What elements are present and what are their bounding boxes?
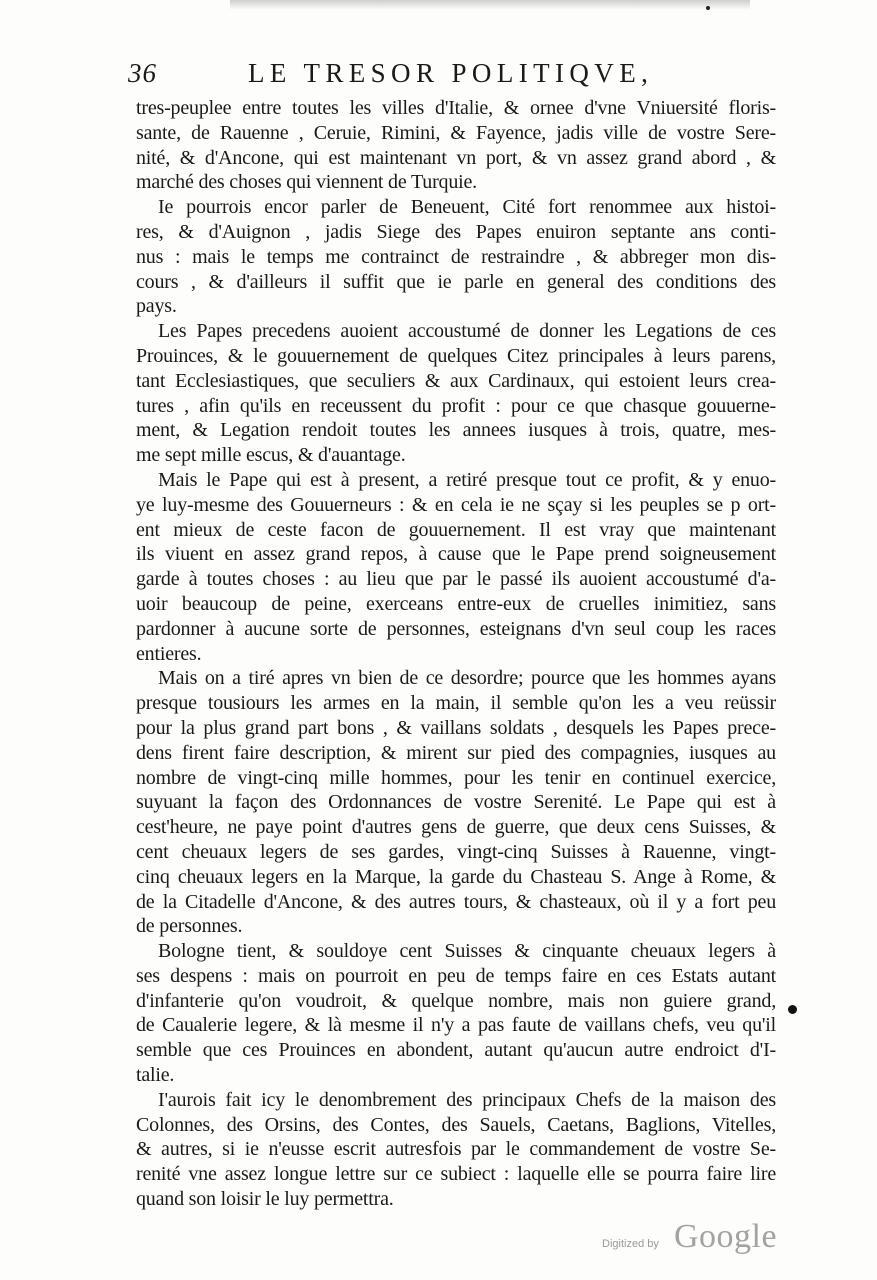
text-line: d'infanterie qu'on voudroit, & quelque nombre, mais non guiere grand, <box>136 989 776 1012</box>
page-number: 36 <box>128 58 157 88</box>
text-line: Ie pourrois encor parler de Beneuent, Cité fort renommee aux histoi- <box>158 196 776 219</box>
text-line: Les Papes precedens auoient accoustumé de donner les Legations de ces <box>158 320 776 343</box>
watermark-brand-logo: Google <box>674 1218 778 1255</box>
text-line: cinq cheuaux legers en la Marque, la garde du Chasteau S. Ange à Rome, & <box>136 865 776 888</box>
text-line: tant Ecclesiastiques, que seculiers & aux Cardinaux, qui estoient leurs crea- <box>136 369 776 392</box>
text-line: marché des choses qui viennent de Turquie. <box>136 171 477 194</box>
text-line: de la Citadelle d'Ancone, & des autres tours, & chasteaux, où il y a fort peu <box>136 890 776 913</box>
text-line: nombre de vingt-cinq mille hommes, pour les tenir en continuel exercice, <box>136 766 776 789</box>
text-line: nus : mais le temps me contrainct de restraindre , & abbreger mon dis- <box>136 245 776 268</box>
text-line: pays. <box>136 295 177 318</box>
text-line: pour la plus grand part bons , & vaillans soldats , desquels les Papes prece- <box>136 716 776 739</box>
text-line: tures , afin qu'ils en receussent du profit : pour ce que chasque gouuerne- <box>136 394 776 417</box>
text-line: semble que ces Prouinces en abondent, autant qu'aucun autre endroict d'I- <box>136 1039 776 1062</box>
watermark-digitized-label: Digitized by <box>602 1238 659 1250</box>
text-line: ent mieux de ceste facon de gouuernement. Il est vray que maintenant <box>136 518 776 541</box>
text-line: & autres, si ie n'eusse escrit autresfois par le commandement de vostre Se- <box>136 1138 776 1161</box>
body-text <box>136 96 776 1212</box>
text-line: ment, & Legation rendoit toutes les annees iusques à trois, quatre, mes- <box>136 419 776 442</box>
text-line: Prouinces, & le gouuernement de quelques Citez principales à leurs parens, <box>136 344 776 367</box>
text-line: Colonnes, des Orsins, des Contes, des Sauels, Caetans, Baglions, Vitelles, <box>136 1113 776 1136</box>
text-line: cent cheuaux legers de ses gardes, vingt-cinq Suisses à Rauenne, vingt- <box>136 840 776 863</box>
scan-edge-shadow <box>230 0 750 10</box>
running-head <box>128 58 778 94</box>
text-line: garde à toutes choses : au lieu que par le passé ils auoient accoustumé d'a- <box>136 568 776 591</box>
text-line: me sept mille escus, & d'auantage. <box>136 444 406 467</box>
margin-ink-dot <box>788 1005 797 1014</box>
text-line: Mais on a tiré apres vn bien de ce desordre; pource que les hommes ayans <box>158 667 776 690</box>
text-line: ye luy-mesme des Gouuerneurs : & en cela ie ne sçay si les peuples se p ort- <box>136 493 776 516</box>
text-line: dens firent faire description, & mirent sur pied des compagnies, iusques au <box>136 741 776 764</box>
text-line: cours , & d'ailleurs il suffit que ie parle en general des conditions des <box>136 270 776 293</box>
text-line: ses despens : mais on pourroit en peu de temps faire en ces Estats autant <box>136 964 776 987</box>
scan-speck <box>706 6 710 10</box>
text-line: uoir beaucoup de peine, exerceans entre-eux de cruelles inimitiez, sans <box>136 592 776 615</box>
text-line: Bologne tient, & souldoye cent Suisses & cinquante cheuaux legers à <box>158 940 776 963</box>
text-line: talie. <box>136 1064 175 1087</box>
text-line: Mais le Pape qui est à present, a retiré presque tout ce profit, & y enuo- <box>158 468 776 491</box>
text-line: de personnes. <box>136 915 243 938</box>
text-line: sante, de Rauenne , Ceruie, Rimini, & Fayence, jadis ville de vostre Sere- <box>136 121 776 144</box>
text-line: I'aurois fait icy le denombrement des principaux Chefs de la maison des <box>158 1088 776 1111</box>
running-title: LE TRESOR POLITIQVE, <box>248 58 654 88</box>
text-line: suyuant la façon des Ordonnances de vostre Serenité. Le Pape qui est à <box>136 791 776 814</box>
text-line: de Caualerie legere, & là mesme il n'y a pas faute de vaillans chefs, veu qu'il <box>136 1014 776 1037</box>
text-line: pardonner à aucune sorte de personnes, esteignans d'vn seul coup les races <box>136 617 776 640</box>
text-line: res, & d'Auignon , jadis Siege des Papes enuiron septante ans conti- <box>136 220 776 243</box>
text-line: presque tousiours les armes en la main, il semble qu'on les a veu reüssir <box>136 692 776 715</box>
text-line: tres-peuplee entre toutes les villes d'Italie, & ornee d'vne Vniuersité floris- <box>136 97 776 119</box>
text-line: entieres. <box>136 642 202 665</box>
text-line: cest'heure, ne paye point d'autres gens de guerre, que deux cens Suisses, & <box>136 816 776 839</box>
text-line: ils viuent en assez grand repos, à cause que le Pape prend soigneusement <box>136 543 776 566</box>
text-line: nité, & d'Ancone, qui est maintenant vn port, & vn assez grand abord , & <box>136 146 776 169</box>
text-line: renité vne assez longue lettre sur ce subiect : laquelle elle se pourra faire lire <box>136 1163 776 1186</box>
text-line: quand son loisir le luy permettra. <box>136 1188 394 1211</box>
